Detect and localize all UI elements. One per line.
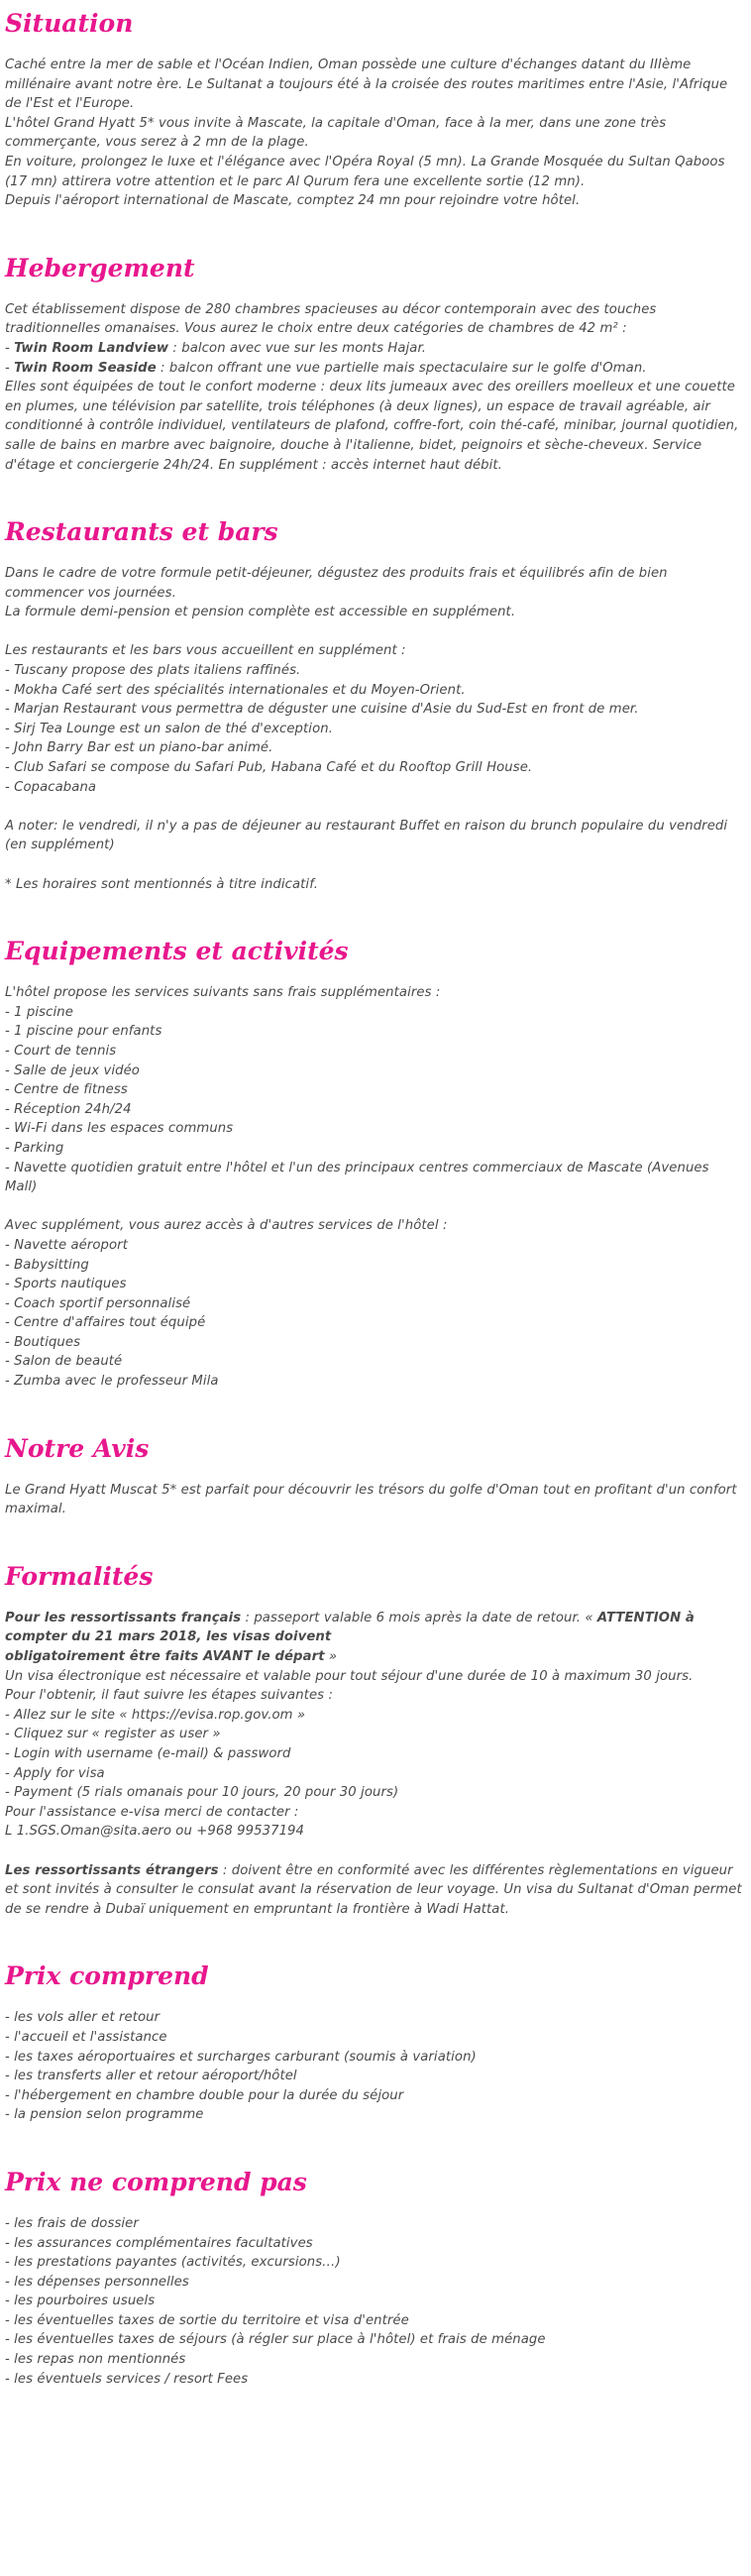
text-run: - [5, 340, 15, 356]
paragraph [5, 738, 745, 758]
blank-line [5, 1197, 745, 1217]
blank-line [5, 855, 745, 875]
section-title-formalites: Formalités [5, 1561, 154, 1591]
text-run: : doivent être en conformité avec les différentes règlementations en vigueur et sont invités à consulter le consulat avant la réservation de leur voyage. Un visa du Sultanat d'Oman permet de se rendre à Dubaï uniquement en empruntant la frontière à Wadi Hattat. [5, 1862, 742, 1917]
text-run: Elles sont équipées de tout le confort moderne : deux lits jumeaux avec des oreillers moelleux et une couette en plumes, une télévision par satellite, trois téléphones (à deux lignes), un espace de travail agréable, air conditionné à contrôle individuel, ventilateurs de plafond, coffre-fort, coin thé-café, minibar, journal quotidien, salle de bains en marbre avec baignoire, douche à l'italienne, bidet, peignoirs et sèche-cheveux. Service d'étage et conciergerie 24h/24. En supplément : accès internet haut débit. [5, 380, 739, 473]
paragraph [5, 681, 745, 701]
paragraph [5, 1725, 745, 1744]
paragraph [5, 817, 745, 855]
text-run: - John Barry Bar est un piano-bar animé. [5, 740, 273, 756]
paragraph [5, 1119, 745, 1139]
text-run: En voiture, prolongez le luxe et l'élégance avec l'Opéra Royal (5 mn). La Grande Mosquée du Sultan Qaboos (17 mn) attirera votre attention et le parc Al Qurum fera une excellente sortie (12 mn). [5, 154, 725, 189]
section-hebergement [5, 253, 745, 475]
paragraph [5, 1275, 745, 1294]
text-run: Pour l'obtenir, il faut suivre les étapes suivantes : [5, 1688, 333, 1704]
text-run: - Wi-Fi dans les espaces communs [5, 1121, 234, 1137]
text-run: Depuis l'aéroport international de Mascate, comptez 24 mn pour rejoindre votre hôtel. [5, 193, 581, 209]
paragraph [5, 2350, 745, 2370]
paragraph [5, 2048, 745, 2068]
text-run-bold: Pour les ressortissants français [5, 1610, 242, 1625]
text-run: - les transferts aller et retour aéroport/hôtel [5, 2069, 297, 2084]
paragraph [5, 1294, 745, 1314]
section-restaurants-et-bars [5, 516, 745, 894]
text-run: - 1 piscine pour enfants [5, 1024, 162, 1040]
text-run: - Apply for visa [5, 1765, 105, 1781]
text-run: - la pension selon programme [5, 2107, 204, 2123]
paragraph [5, 1216, 745, 1236]
text-run: - Allez sur le site « https://evisa.rop.gov.om » [5, 1707, 306, 1723]
text-run: - les prestations payantes (activités, excursions…) [5, 2255, 341, 2271]
text-run: - Réception 24h/24 [5, 1101, 132, 1117]
text-run: - l'accueil et l'assistance [5, 2029, 167, 2045]
text-run: - Zumba avec le professeur Mila [5, 1374, 219, 1390]
text-run: La formule demi-pension et pension complète est accessible en supplément. [5, 605, 516, 620]
text-run: - Court de tennis [5, 1043, 117, 1059]
text-run-bold: Twin Room Seaside [14, 360, 157, 376]
paragraph [5, 300, 745, 339]
paragraph [5, 1003, 745, 1023]
paragraph [5, 1706, 745, 1726]
paragraph [5, 641, 745, 661]
paragraph [5, 2067, 745, 2086]
paragraph [5, 603, 745, 622]
text-run: Avec supplément, vous aurez accès à d'autres services de l'hôtel : [5, 1218, 448, 1234]
paragraph [5, 700, 745, 720]
paragraph [5, 1022, 745, 1042]
paragraph [5, 1803, 745, 1823]
paragraph [5, 56, 745, 114]
text-run: L 1.SGS.Oman@sita.aero ou +968 99537194 [5, 1824, 305, 1840]
section-prix-ne-comprend-pas [5, 2167, 745, 2389]
paragraph [5, 564, 745, 603]
text-run: Un visa électronique est nécessaire et valable pour tout séjour d'une durée de 10 à maximum 30 jours. [5, 1668, 694, 1684]
paragraph [5, 1647, 745, 1667]
text-run: - [5, 360, 15, 376]
text-run: - Tuscany propose des plats italiens raffinés. [5, 663, 301, 679]
paragraph [5, 2086, 745, 2106]
text-run: L'hôtel propose les services suivants sans frais supplémentaires : [5, 985, 441, 1001]
text-run: - les repas non mentionnés [5, 2352, 186, 2368]
text-run: - Mokha Café sert des spécialités internationales et du Moyen-Orient. [5, 682, 466, 698]
text-run: Le Grand Hyatt Muscat 5* est parfait pour découvrir les trésors du golfe d'Oman tout en profitant d'un confort maximal. [5, 1482, 737, 1517]
paragraph [5, 1764, 745, 1784]
paragraph [5, 114, 745, 153]
text-run: - Marjan Restaurant vous permettra de déguster une cuisine d'Asie du Sud-Est en front de mer. [5, 702, 639, 718]
text-run: - les pourboires usuels [5, 2294, 156, 2309]
paragraph [5, 875, 745, 895]
paragraph [5, 1333, 745, 1353]
paragraph [5, 1159, 745, 1197]
text-run: - Cliquez sur « register as user » [5, 1727, 221, 1742]
paragraph [5, 339, 745, 359]
paragraph [5, 2370, 745, 2390]
section-title-prix-ne-comprend-pas: Prix ne comprend pas [5, 2167, 307, 2196]
text-run: Les restaurants et les bars vous accueillent en supplément : [5, 643, 406, 659]
paragraph [5, 378, 745, 475]
text-run: - 1 piscine [5, 1004, 73, 1020]
paragraph [5, 1139, 745, 1159]
text-run: - les assurances complémentaires facultatives [5, 2235, 313, 2251]
paragraph [5, 778, 745, 798]
text-run: - Club Safari se compose du Safari Pub, Habana Café et du Rooftop Grill House. [5, 760, 533, 776]
section-title-prix-comprend: Prix comprend [5, 1961, 209, 1991]
paragraph [5, 1686, 745, 1706]
paragraph [5, 1783, 745, 1803]
text-run: - Sirj Tea Lounge est un salon de thé d'exception. [5, 721, 333, 736]
paragraph [5, 1042, 745, 1062]
paragraph [5, 1481, 745, 1519]
text-run: - les éventuelles taxes de sortie du territoire et visa d'entrée [5, 2312, 409, 2328]
section-title-restaurants-et-bars: Restaurants et bars [5, 517, 278, 547]
paragraph [5, 1100, 745, 1120]
paragraph [5, 2008, 745, 2028]
paragraph [5, 2105, 745, 2125]
section-title-hebergement: Hebergement [5, 253, 195, 282]
paragraph [5, 359, 745, 379]
text-run: Caché entre la mer de sable et l'Océan Indien, Oman possède une culture d'échanges datant du IIIème millénaire avant notre ère. Le Sultanat a toujours été à la croisée des routes maritimes entre l'Asie, l'Afrique de l'Est et l'Europe. [5, 57, 728, 112]
section-prix-comprend [5, 1960, 745, 2125]
text-run: Cet établissement dispose de 280 chambres spacieuses au décor contemporain avec des touches traditionnelles omanaises. Vous aurez le choix entre deux catégories de chambres de 42 m² : [5, 301, 657, 337]
section-title-notre-avis: Notre Avis [5, 1433, 150, 1463]
paragraph [5, 1372, 745, 1392]
paragraph [5, 1236, 745, 1256]
paragraph [5, 1256, 745, 1276]
text-run: A noter: le vendredi, il n'y a pas de déjeuner au restaurant Buffet en raison du brunch populaire du vendredi (en supplément) [5, 818, 728, 853]
text-run: - Parking [5, 1140, 64, 1156]
text-run: : balcon offrant une vue partielle mais spectaculaire sur le golfe d'Oman. [156, 360, 647, 376]
text-run: - les taxes aéroportuaires et surcharges carburant (soumis à variation) [5, 2049, 477, 2065]
section-formalites [5, 1561, 745, 1920]
paragraph [5, 1062, 745, 1081]
text-run: » [324, 1649, 338, 1665]
section-title-equipements-et-activites: Equipements et activités [5, 937, 349, 966]
paragraph [5, 153, 745, 191]
text-run: : passeport valable 6 mois après la date de retour. « [241, 1610, 597, 1625]
text-run: Pour l'assistance e-visa merci de contacter : [5, 1804, 299, 1820]
paragraph [5, 1744, 745, 1764]
paragraph [5, 2273, 745, 2293]
paragraph [5, 1080, 745, 1100]
text-run: - l'hébergement en chambre double pour la durée du séjour [5, 2087, 404, 2103]
text-run: - Centre d'affaires tout équipé [5, 1315, 206, 1331]
text-run: L'hôtel Grand Hyatt 5* vous invite à Mascate, la capitale d'Oman, face à la mer, dans une zone très commerçante, vous serez à 2 mn de la plage. [5, 115, 667, 151]
text-run: - Copacabana [5, 779, 97, 795]
paragraph [5, 2214, 745, 2234]
text-run: - Coach sportif personnalisé [5, 1295, 191, 1311]
text-run-bold: obligatoirement être faits AVANT le départ [5, 1649, 325, 1665]
text-run: - les éventuelles taxes de séjours (à régler sur place à l'hôtel) et frais de ménage [5, 2332, 546, 2348]
text-run-bold: ATTENTION à compter du 21 mars 2018, les visas doivent [5, 1610, 695, 1645]
paragraph [5, 983, 745, 1003]
paragraph [5, 2292, 745, 2311]
blank-line [5, 622, 745, 642]
section-situation [5, 8, 745, 211]
text-run: - Centre de fitness [5, 1082, 128, 1098]
paragraph [5, 2253, 745, 2273]
text-run: - Navette aéroport [5, 1237, 128, 1253]
text-run: - Salle de jeux vidéo [5, 1063, 140, 1078]
paragraph [5, 1861, 745, 1920]
text-run: - Navette quotidien gratuit entre l'hôtel et l'un des principaux centres commerciaux de Mascate (Avenues Mall) [5, 1160, 709, 1195]
text-run: - les dépenses personnelles [5, 2274, 189, 2290]
section-title-situation: Situation [5, 9, 134, 38]
text-run: - les frais de dossier [5, 2215, 139, 2231]
text-run: - les éventuels services / resort Fees [5, 2371, 249, 2387]
text-run: - Salon de beauté [5, 1354, 123, 1370]
text-run: - Babysitting [5, 1257, 89, 1273]
section-equipements-et-activites [5, 936, 745, 1391]
paragraph [5, 2330, 745, 2350]
text-run: - Payment (5 rials omanais pour 10 jours, 20 pour 30 jours) [5, 1785, 399, 1801]
text-run: * Les horaires sont mentionnés à titre indicatif. [5, 876, 319, 892]
text-run: - Boutiques [5, 1334, 81, 1350]
text-run: : balcon avec vue sur les monts Hajar. [168, 340, 427, 356]
paragraph [5, 1313, 745, 1333]
text-run-bold: Les ressortissants étrangers [5, 1862, 219, 1878]
paragraph [5, 720, 745, 739]
text-run-bold: Twin Room Landview [14, 340, 169, 356]
paragraph [5, 1352, 745, 1372]
section-notre-avis [5, 1433, 745, 1519]
text-run: Dans le cadre de votre formule petit-déjeuner, dégustez des produits frais et équilibrés afin de bien commencer vos journées. [5, 566, 668, 601]
text-run: - les vols aller et retour [5, 2010, 161, 2026]
blank-line [5, 1842, 745, 1861]
paragraph [5, 1609, 745, 1647]
blank-line [5, 797, 745, 817]
text-run: - Sports nautiques [5, 1277, 127, 1292]
paragraph [5, 1822, 745, 1842]
paragraph [5, 1667, 745, 1687]
paragraph [5, 2234, 745, 2254]
paragraph [5, 758, 745, 778]
paragraph [5, 2311, 745, 2331]
paragraph [5, 191, 745, 211]
paragraph [5, 661, 745, 681]
paragraph [5, 2028, 745, 2048]
text-run: - Login with username (e-mail) & password [5, 1746, 291, 1761]
